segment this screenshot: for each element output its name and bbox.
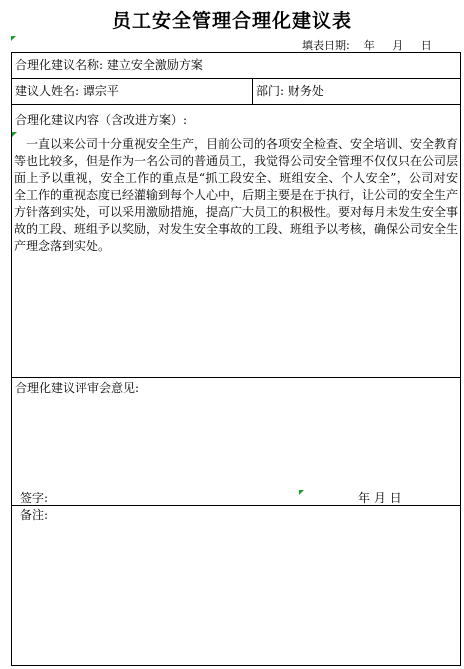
remarks-label: 备注:: [20, 508, 49, 522]
proposal-form: [11, 52, 461, 666]
remarks-row[interactable]: [12, 506, 460, 665]
department-label: 部门:: [256, 84, 285, 98]
content-label: 合理化建议内容（含改进方案）:: [15, 113, 188, 127]
fill-date-label: 填表日期:: [302, 39, 350, 52]
proposal-name-row: [12, 53, 460, 79]
proposal-name-cell[interactable]: [15, 57, 203, 73]
signature-label: 签字:: [20, 491, 49, 505]
department-value: 财务处: [287, 84, 324, 98]
proposer-value: 谭宗平: [82, 84, 119, 98]
department-cell[interactable]: [256, 83, 324, 99]
sign-date: 年 月 日: [358, 491, 402, 505]
proposal-name-label: 合理化建议名称:: [15, 58, 104, 72]
review-label: 合理化建议评审会意见:: [15, 381, 140, 395]
proposer-label: 建议人姓名:: [15, 84, 80, 98]
fill-date-day: 日: [420, 39, 432, 52]
proposal-name-value: 建立安全激励方案: [106, 58, 203, 72]
fill-date-line: [302, 37, 432, 53]
review-row[interactable]: [12, 378, 460, 506]
fill-date-month: 月: [392, 39, 404, 52]
proposer-cell[interactable]: [15, 83, 119, 99]
content-text: 一直以来公司十分重视安全生产，目前公司的各项安全检查、安全培训、安全教育等也比较多，但是作为一名公司的普通员工，我觉得公司安全管理不仅仅只在公司层面上予以重视，安全工作的重点是“抓工段安全、班组安全、个人安全”，公司对安全工作的重视态度已经灌输到每个人心中，后期主要是在于执行，让公司的安全生产方针落到实处，可以采用激励措施，提高广大员工的积极性。要对每月未发生安全事故的工段、班组予以奖励，对发生安全事故的工段、班组予以考核，确保公司安全生产理念落到实处。: [14, 137, 459, 253]
comment-marker-icon: [299, 490, 304, 495]
page-title: 员工安全管理合理化建议表: [111, 10, 352, 32]
column-divider: [252, 79, 253, 104]
fill-date-year: 年: [363, 39, 375, 52]
comment-marker-icon: [11, 36, 16, 41]
proposer-row: [12, 79, 460, 105]
content-row[interactable]: [12, 105, 460, 378]
